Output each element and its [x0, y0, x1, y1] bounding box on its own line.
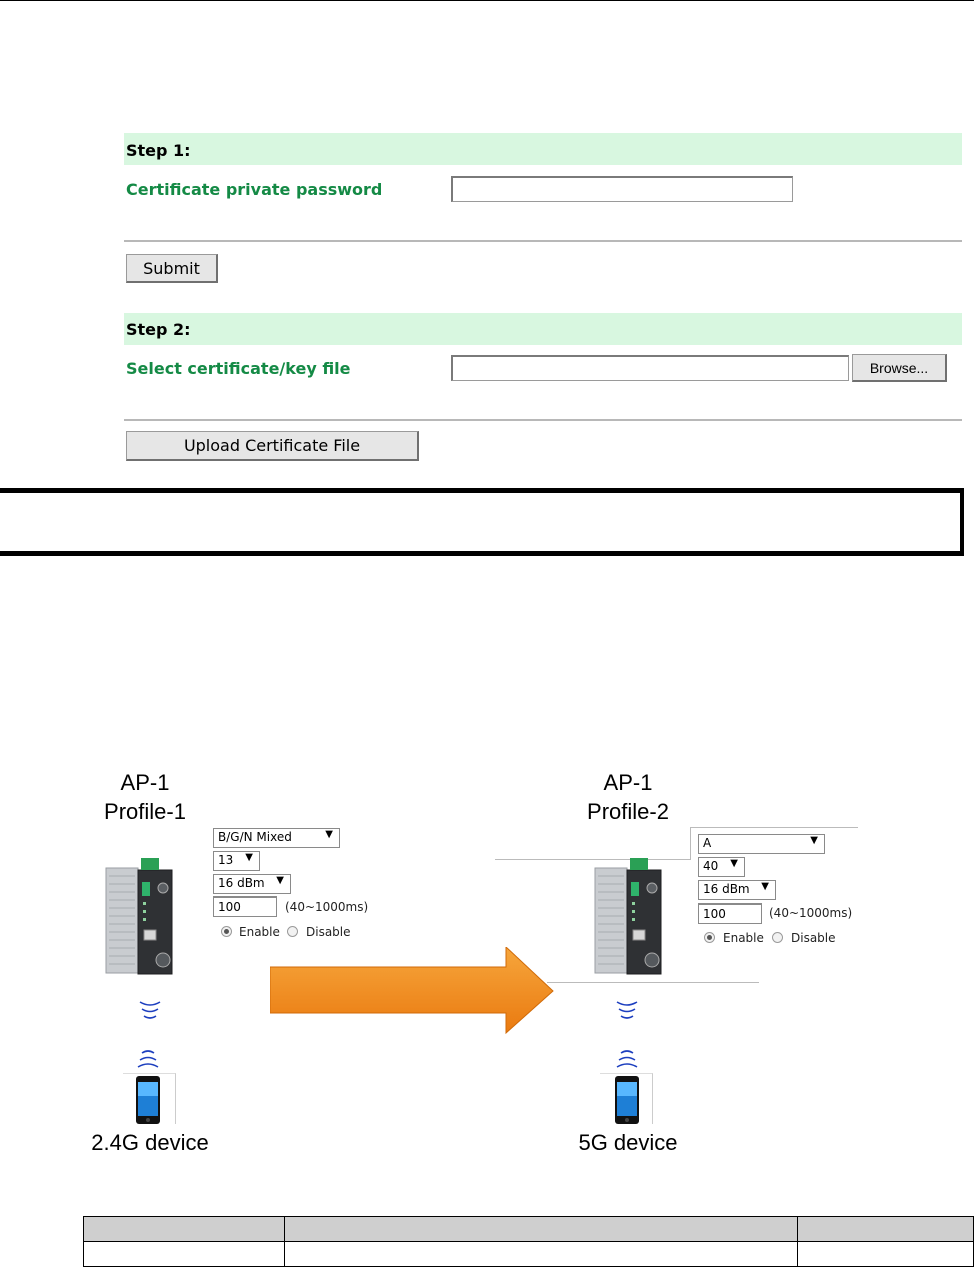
left-power-value: 16 dBm	[218, 876, 265, 890]
left-disable-radio[interactable]	[287, 926, 298, 937]
right-enable-radio[interactable]	[704, 932, 715, 943]
chevron-down-icon: ▼	[761, 881, 769, 892]
left-enable-radio[interactable]	[221, 926, 232, 937]
submit-button[interactable]: Submit	[126, 254, 218, 283]
step1-title: Step 1:	[126, 141, 191, 160]
settings-table	[83, 1216, 974, 1267]
left-enable-label: Enable	[239, 925, 280, 939]
right-channel-value: 40	[703, 859, 719, 873]
right-panel-edge	[690, 827, 691, 859]
right-profile-name: Profile-2	[587, 799, 669, 824]
table-header-cell	[798, 1217, 974, 1242]
table-cell	[84, 1242, 285, 1267]
left-profile-name: Profile-1	[104, 799, 186, 824]
chevron-down-icon: ▼	[325, 829, 333, 840]
right-beacon-input[interactable]	[698, 903, 762, 924]
right-power-value: 16 dBm	[703, 882, 750, 896]
chevron-down-icon: ▼	[276, 875, 284, 886]
note-box	[0, 488, 964, 556]
left-beacon-input[interactable]	[213, 896, 277, 917]
certificate-file-label: Select certificate/key file	[126, 359, 351, 378]
left-ap-label	[60, 768, 230, 826]
certificate-password-label: Certificate private password	[126, 180, 383, 199]
chevron-down-icon: ▼	[245, 852, 253, 863]
left-mode-value: B/G/N Mixed	[218, 830, 292, 844]
table-cell	[798, 1242, 974, 1267]
table-header-row	[84, 1217, 974, 1242]
browse-button[interactable]: Browse...	[852, 354, 947, 382]
right-panel-top-line	[690, 827, 858, 828]
right-ap-label	[543, 768, 713, 826]
step2-header-bar	[124, 313, 962, 345]
right-mode-value: A	[703, 836, 712, 850]
left-smartphone-icon	[135, 1075, 161, 1130]
table-header-cell	[284, 1217, 797, 1242]
right-power-select[interactable]	[698, 880, 776, 900]
step2-title: Step 2:	[126, 320, 191, 339]
right-wifi-signal-down-icon	[614, 998, 640, 1031]
step1-separator	[124, 240, 962, 242]
right-mode-select[interactable]	[698, 834, 825, 854]
table-cell	[284, 1242, 797, 1267]
right-disable-radio[interactable]	[772, 932, 783, 943]
right-device-label: 5G device	[578, 1130, 678, 1155]
chevron-down-icon: ▼	[810, 835, 818, 846]
left-power-select[interactable]	[213, 874, 291, 894]
left-beacon-range: (40~1000ms)	[285, 900, 369, 914]
right-access-point-device-icon	[592, 858, 664, 983]
chevron-down-icon: ▼	[730, 858, 738, 869]
step1-header-bar	[124, 133, 962, 165]
left-access-point-device-icon	[103, 858, 175, 983]
upload-certificate-button[interactable]: Upload Certificate File	[126, 431, 419, 461]
left-mode-select[interactable]	[213, 828, 340, 848]
right-beacon-range: (40~1000ms)	[769, 906, 853, 920]
certificate-file-input[interactable]	[451, 355, 849, 381]
right-ap-name: AP-1	[603, 770, 653, 795]
step2-separator	[124, 419, 962, 421]
table-row	[84, 1242, 974, 1267]
table-header-cell	[84, 1217, 285, 1242]
page-top-rule	[0, 0, 974, 1]
right-smartphone-icon	[614, 1075, 640, 1130]
right-channel-select[interactable]	[698, 857, 745, 877]
left-channel-select[interactable]	[213, 851, 260, 871]
certificate-password-input[interactable]	[451, 176, 793, 202]
left-device-label: 2.4G device	[91, 1130, 209, 1155]
left-wifi-signal-down-icon	[137, 998, 163, 1031]
left-ap-name: AP-1	[120, 770, 170, 795]
right-enable-label: Enable	[723, 931, 764, 945]
left-channel-value: 13	[218, 853, 234, 867]
right-disable-label: Disable	[791, 931, 836, 945]
arrow-right-icon	[270, 947, 555, 1040]
left-disable-label: Disable	[306, 925, 351, 939]
